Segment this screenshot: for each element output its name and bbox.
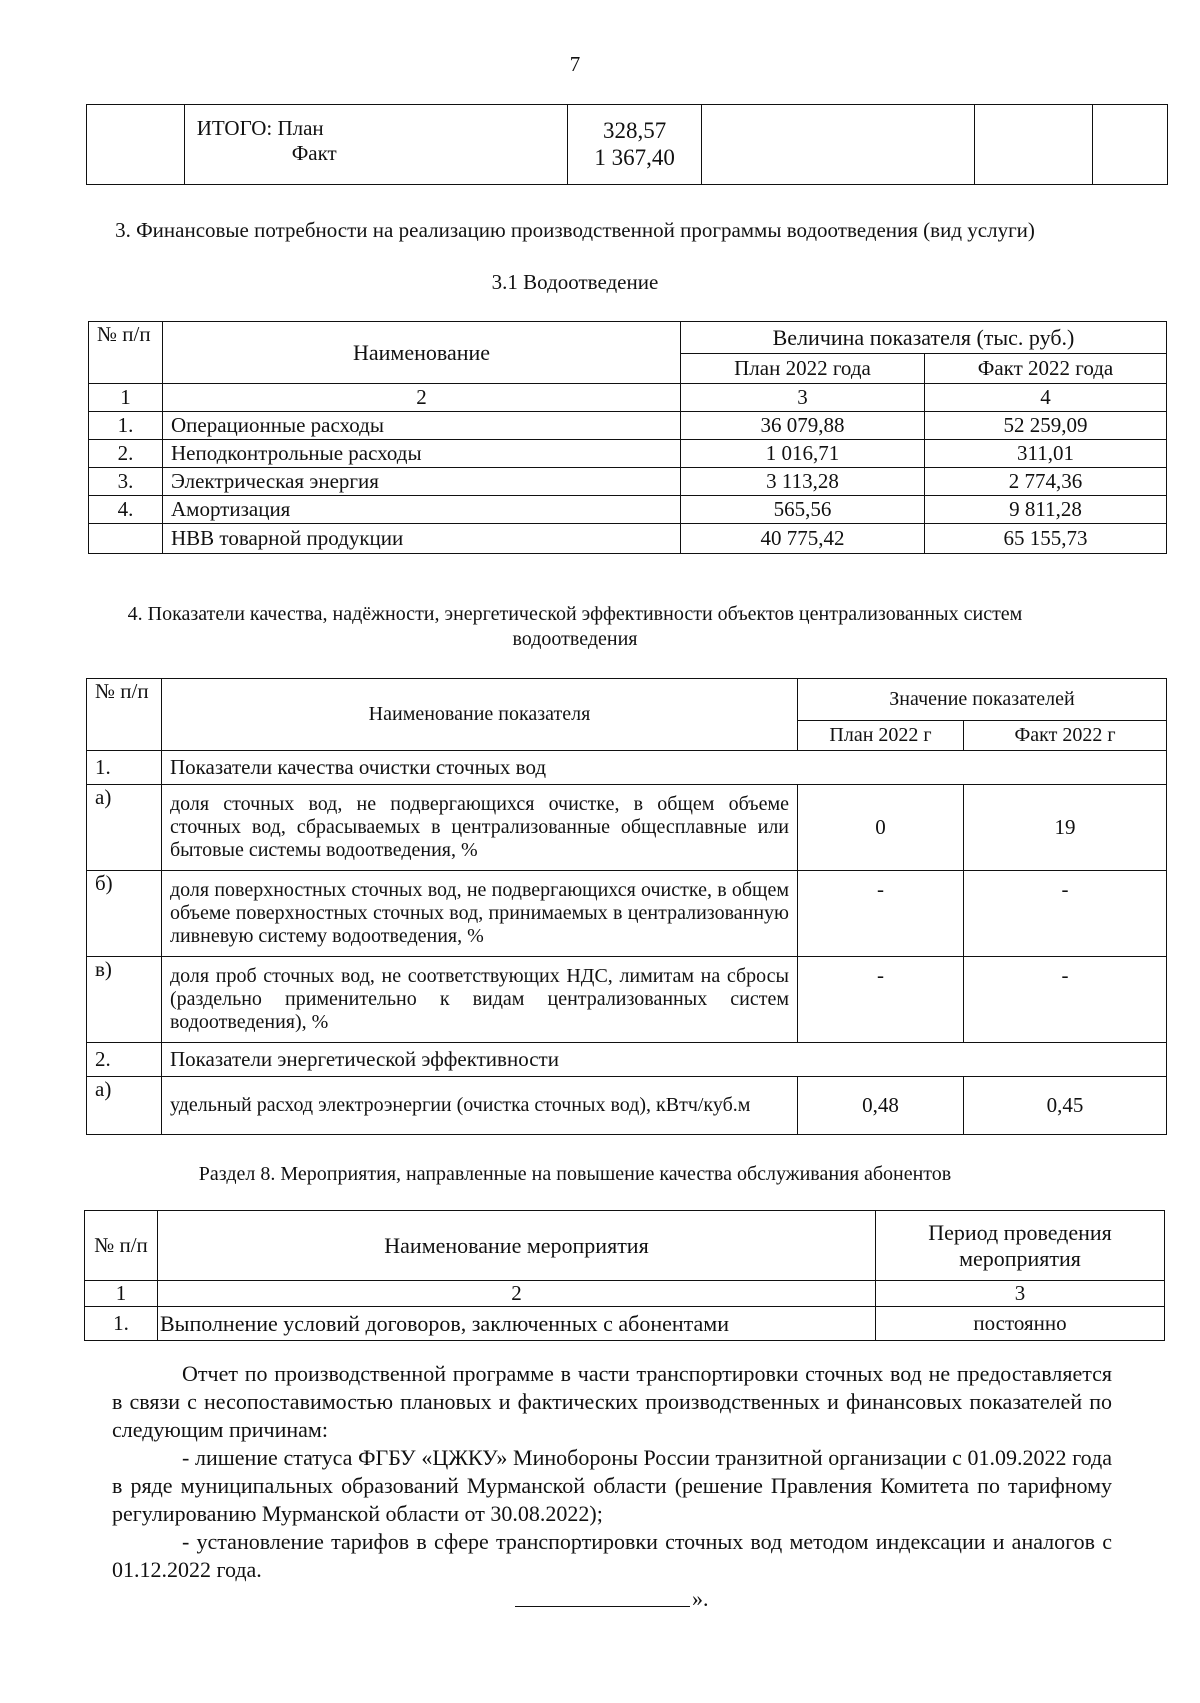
totals-table (86, 104, 1168, 185)
quality-group-name: Показатели энергетической эффективности (162, 1043, 1167, 1077)
quality-header-name: Наименование показателя (162, 679, 798, 751)
table-row (87, 1077, 1167, 1135)
measures-row-name: Выполнение условий договоров, заключенных с абонентами (158, 1307, 876, 1341)
quality-row-fact: 19 (964, 785, 1167, 871)
finance-row-plan: 1 016,71 (681, 440, 925, 468)
table-row (89, 496, 1167, 524)
totals-empty-cell (87, 105, 185, 185)
finance-row-num: 2. (89, 440, 163, 468)
quality-group-num: 2. (87, 1043, 162, 1077)
totals-value-cell (568, 105, 701, 185)
finance-row-name: Амортизация (163, 496, 681, 524)
paragraph-tariff-setting: - установление тарифов в сфере транспортировки сточных вод методом индексации и аналогов с 01.12.2022 года. (112, 1529, 1112, 1582)
quality-row-name: доля проб сточных вод, не соответствующих НДС, лимитам на сбросы (раздельно применительно к видам централизованных систем водоотведения), % (162, 957, 798, 1043)
closing-quote: ». (692, 1586, 709, 1611)
finance-row-fact: 65 155,73 (925, 524, 1167, 554)
finance-row-num (89, 524, 163, 554)
table-row (89, 412, 1167, 440)
table-row (87, 871, 1167, 957)
measures-header-name: Наименование мероприятия (158, 1211, 876, 1281)
totals-fact-label: Факт (291, 140, 337, 165)
totals-empty-cell (701, 105, 974, 185)
measures-header-period: Период проведения мероприятия (876, 1211, 1165, 1281)
quality-row-plan: 0,48 (798, 1077, 964, 1135)
measures-row-period: постоянно (876, 1307, 1165, 1341)
finance-row-name: Операционные расходы (163, 412, 681, 440)
quality-group-name: Показатели качества очистки сточных вод (162, 751, 1167, 785)
finance-row-num: 3. (89, 468, 163, 496)
quality-row-plan: - (798, 957, 964, 1043)
quality-row-plan: - (798, 871, 964, 957)
finance-row-name: Неподконтрольные расходы (163, 440, 681, 468)
quality-row-num: в) (87, 957, 162, 1043)
finance-header-name: Наименование (163, 322, 681, 384)
finance-row-plan: 40 775,42 (681, 524, 925, 554)
finance-row-fact: 52 259,09 (925, 412, 1167, 440)
finance-index-cell: 1 (89, 384, 163, 412)
finance-row-plan: 565,56 (681, 496, 925, 524)
page-number: 7 (569, 52, 581, 76)
totals-empty-cell (974, 105, 1092, 185)
finance-row-num: 4. (89, 496, 163, 524)
closing-line (515, 1606, 690, 1607)
finance-row-fact: 311,01 (925, 440, 1167, 468)
measures-header-num: № п/п (85, 1211, 158, 1281)
paragraph-status-removal: - лишение статуса ФГБУ «ЦЖКУ» Минобороны России транзитной организации с 01.09.2022 года в ряде муниципальных образований Мурманской области (решение Правления Комитета по тарифному регулированию Мурманской области от 30.08.2022); (112, 1445, 1112, 1526)
finance-row-fact: 9 811,28 (925, 496, 1167, 524)
quality-row-fact: - (964, 957, 1167, 1043)
finance-index-cell: 4 (925, 384, 1167, 412)
quality-row-name: удельный расход электроэнергии (очистка сточных вод), кВтч/куб.м (162, 1077, 798, 1135)
table-row (87, 751, 1167, 785)
quality-table (86, 678, 1167, 1135)
quality-header-fact: Факт 2022 г (964, 721, 1167, 751)
measures-row-num: 1. (85, 1307, 158, 1341)
quality-row-num: а) (87, 1077, 162, 1135)
measures-index-cell: 1 (85, 1281, 158, 1307)
quality-row-name: доля поверхностных сточных вод, не подвергающихся очистке, в общем объеме поверхностных сточных вод, принимаемых в централизованную ливневую систему водоотведения, % (162, 871, 798, 957)
quality-row-name: доля сточных вод, не подвергающихся очистке, в общем объеме сточных вод, сбрасываемых в централизованные общесплавные или бытовые системы водоотведения, % (162, 785, 798, 871)
totals-fact-value: 1 367,40 (594, 144, 675, 170)
quality-header-value: Значение показателей (798, 679, 1167, 721)
totals-plan-value: 328,57 (602, 118, 667, 144)
measures-index-cell: 2 (158, 1281, 876, 1307)
quality-row-num: а) (87, 785, 162, 871)
quality-row-fact: 0,45 (964, 1077, 1167, 1135)
finance-table (88, 321, 1167, 554)
section3-subheading: 3.1 Водоотведение (491, 270, 659, 294)
paragraph-transport-report: Отчет по производственной программе в части транспортировки сточных вод не предоставляется в связи с несопоставимостью плановых и фактических производственных и финансовых показателей по следующим причинам: (112, 1361, 1112, 1442)
finance-index-cell: 2 (163, 384, 681, 412)
table-row (87, 785, 1167, 871)
totals-plan-label: ИТОГО: План (196, 116, 324, 141)
totals-empty-cell (1092, 105, 1167, 185)
finance-row-plan: 36 079,88 (681, 412, 925, 440)
quality-group-num: 1. (87, 751, 162, 785)
finance-row-name: НВВ товарной продукции (163, 524, 681, 554)
finance-header-value: Величина показателя (тыс. руб.) (681, 322, 1167, 354)
finance-row-name: Электрическая энергия (163, 468, 681, 496)
finance-row-num: 1. (89, 412, 163, 440)
finance-header-fact: Факт 2022 года (925, 354, 1167, 384)
finance-row-fact: 2 774,36 (925, 468, 1167, 496)
table-row (85, 1307, 1165, 1341)
table-row (87, 957, 1167, 1043)
table-row (87, 1043, 1167, 1077)
quality-header-plan: План 2022 г (798, 721, 964, 751)
quality-row-fact: - (964, 871, 1167, 957)
section4-heading-line2: водоотведения (512, 628, 638, 650)
section3-heading: 3. Финансовые потребности на реализацию производственной программы водоотведения (вид услуги) (115, 218, 1035, 242)
measures-table (84, 1210, 1165, 1341)
table-row (89, 524, 1167, 554)
section4-heading-line1: 4. Показатели качества, надёжности, энергетической эффективности объектов централизованных систем (127, 603, 1023, 625)
finance-index-cell: 3 (681, 384, 925, 412)
measures-index-cell: 3 (876, 1281, 1165, 1307)
table-row (89, 440, 1167, 468)
finance-header-num: № п/п (89, 322, 163, 384)
section8-heading: Раздел 8. Мероприятия, направленные на повышение качества обслуживания абонентов (198, 1163, 952, 1185)
finance-row-plan: 3 113,28 (681, 468, 925, 496)
totals-label-cell (184, 105, 568, 185)
quality-row-num: б) (87, 871, 162, 957)
table-row (89, 468, 1167, 496)
finance-header-plan: План 2022 года (681, 354, 925, 384)
quality-header-num: № п/п (87, 679, 162, 751)
quality-row-plan: 0 (798, 785, 964, 871)
